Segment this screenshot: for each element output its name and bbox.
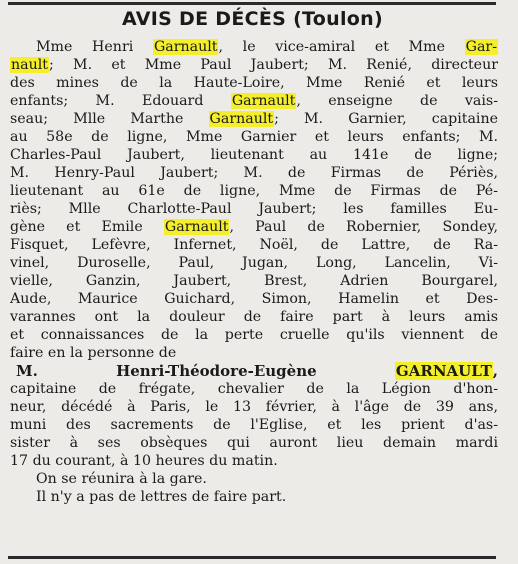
notice-text: muni des sacrements de l'Eglise, et les prient d'as- [10,417,498,433]
highlighted-name: Garnault [231,93,296,109]
notice-line [10,434,498,452]
notice-line [10,416,498,434]
notice-title: AVIS DE DÉCÈS (Toulon) [122,8,383,30]
notice-line [10,200,498,218]
notice-line [10,488,498,506]
notice-text: , enseigne de vais- [296,93,498,109]
top-rule [8,2,496,5]
notice-line [10,308,498,326]
highlighted-name: nault [11,57,48,73]
notice-text: Charles-Paul Jaubert, lieutenant au 141e de ligne; [10,147,498,163]
notice-text: gène et Emile [10,219,164,235]
highlighted-name: Gar- [465,39,497,55]
notice-text: Fisquet, Lefèvre, Infernet, Noël, de Lattre, de Ra- [10,237,498,253]
notice-text: des mines de la Haute-Loire, Mme Renié et leurs [10,75,498,91]
notice-line [10,272,498,290]
notice-text: sister à ses obsèques qui auront lieu demain mardi [10,435,498,451]
notice-text: capitaine de frégate, chevalier de la Légion d'hon- [10,381,498,397]
notice-line [10,164,498,182]
notice-line [10,344,498,362]
notice-text: faire en la personne de [10,345,177,361]
notice-text: lieutenant au 61e de ligne, Mme de Firmas de Pé- [10,183,498,199]
notice-line [10,398,498,416]
notice-body [10,38,498,506]
notice-text: varannes ont la douleur de faire part à leurs amis [10,309,498,325]
notice-text: enfants; M. Edouard [10,93,231,109]
notice-line [10,452,498,470]
notice-line [10,92,498,110]
notice-text: M. Henri-Théodore-Eugène [16,362,395,380]
notice-line [10,56,498,74]
notice-text: , le vice-amiral et Mme [218,39,465,55]
notice-text: neur, décédé à Paris, le 13 février, à l'âge de 39 ans, [10,399,498,415]
notice-line [10,38,498,56]
notice-text: ; M. et Mme Paul Jaubert; M. Renié, directeur [48,57,498,73]
notice-text: Aude, Maurice Guichard, Simon, Hamelin et Des- [10,291,498,307]
notice-text: au 58e de ligne, Mme Garnier et leurs enfants; M. [10,129,498,145]
notice-line [10,146,498,164]
notice-text: vinel, Duroselle, Paul, Jugan, Long, Lancelin, Vi- [10,255,498,271]
notice-line [10,254,498,272]
highlighted-name: Garnault [153,39,218,55]
notice-line [10,470,498,488]
highlighted-name: GARNAULT [395,362,492,380]
notice-text: 17 du courant, à 10 heures du matin. [10,453,278,469]
notice-text: Il n'y a pas de lettres de faire part. [36,489,287,505]
notice-text: ; M. Garnier, capitaine [274,111,498,127]
notice-line [10,236,498,254]
notice-text: vielle, Ganzin, Jaubert, Brest, Adrien Bourgarel, [10,273,498,289]
notice-text: On se réunira à la gare. [36,471,207,487]
notice-line [10,74,498,92]
notice-text: , [492,362,498,380]
notice-text: Mme Henri [36,39,153,55]
notice-text: M. Henry-Paul Jaubert; M. de Firmas de Périès, [10,165,498,181]
notice-line [10,182,498,200]
notice-line [10,110,498,128]
highlighted-name: Garnault [164,219,229,235]
notice-line [10,218,498,236]
notice-line [10,380,498,398]
notice-line [10,362,498,380]
notice-text: seau; Mlle Marthe [10,111,209,127]
bottom-rule [8,556,496,559]
notice-text: et connaissances de la perte cruelle qu'ils viennent de [10,327,498,343]
notice-line [10,290,498,308]
notice-text: riès; Mlle Charlotte-Paul Jaubert; les familles Eu- [10,201,498,217]
highlighted-name: Garnault [209,111,274,127]
notice-line [10,128,498,146]
notice-text: , Paul de Robernier, Sondey, [229,219,498,235]
notice-line [10,326,498,344]
